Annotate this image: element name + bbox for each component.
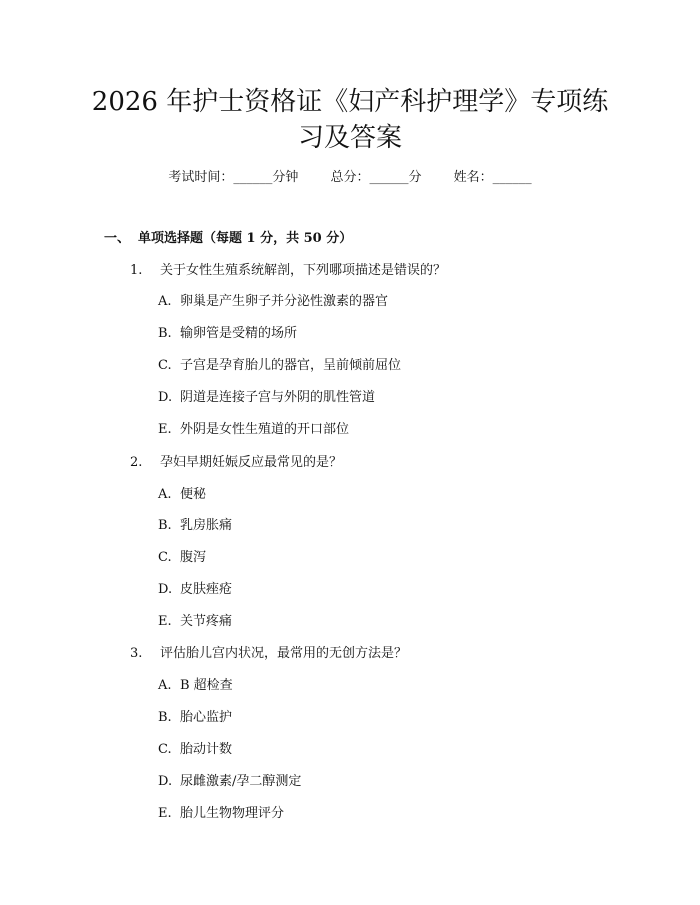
option-text: 胎儿生物物理评分 [180, 806, 285, 821]
question-2-option-e [158, 612, 232, 632]
option-text: 皮肤痤疮 [180, 582, 233, 597]
option-text: 卵巢是产生卵子并分泌性激素的器官 [180, 294, 389, 309]
option-letter: B. [158, 710, 172, 725]
section-title: 单项选择题（每题 1 分，共 50 分） [138, 231, 353, 246]
question-1-option-b [158, 324, 297, 344]
option-text: 尿雌激素/孕二醇测定 [180, 774, 302, 789]
option-text: 乳房胀痛 [180, 518, 233, 533]
option-letter: A. [158, 678, 172, 693]
question-1-option-a [158, 292, 388, 312]
option-letter: B. [158, 518, 172, 533]
exam-time-field: 考试时间：______分钟 [168, 170, 299, 185]
question-1-option-d [158, 388, 375, 408]
question-number: 1. [130, 263, 143, 278]
option-letter: C. [158, 358, 172, 373]
question-2-option-c [158, 548, 206, 568]
document-title-line-2: 习及答案 [297, 123, 402, 153]
option-text: 输卵管是受精的场所 [180, 326, 298, 341]
question-3-option-c [158, 740, 232, 760]
question-3 [130, 644, 407, 664]
option-letter: E. [158, 614, 172, 629]
option-text: 关节疼痛 [180, 614, 233, 629]
name-field: 姓名：______ [453, 170, 532, 185]
option-letter: E. [158, 422, 172, 437]
option-text: 胎动计数 [180, 742, 233, 757]
option-letter: C. [158, 550, 172, 565]
option-letter: D. [158, 390, 173, 405]
option-letter: C. [158, 742, 172, 757]
option-text: 便秘 [180, 487, 207, 502]
question-text: 评估胎儿宫内状况，最常用的无创方法是？ [160, 646, 408, 661]
document-title-line-1: 2026 年护士资格证《妇产科护理学》专项练 [91, 87, 609, 117]
question-3-option-e [158, 804, 284, 824]
total-score-field: 总分：______分 [330, 170, 422, 185]
question-2 [130, 453, 342, 473]
option-letter: D. [158, 774, 173, 789]
option-text: B 超检查 [180, 678, 233, 693]
option-text: 胎心监护 [180, 710, 233, 725]
option-text: 腹泻 [180, 550, 207, 565]
question-text: 孕妇早期妊娠反应最常见的是？ [160, 455, 343, 470]
option-letter: A. [158, 487, 172, 502]
question-2-option-a [158, 485, 206, 505]
option-letter: E. [158, 806, 172, 821]
question-1-option-e [158, 420, 349, 440]
section-header [104, 229, 352, 249]
question-3-option-a [158, 676, 233, 696]
question-3-option-d [158, 772, 301, 792]
question-1-option-c [158, 356, 401, 376]
option-letter: A. [158, 294, 172, 309]
section-number: 一、 [104, 231, 131, 246]
option-letter: D. [158, 582, 173, 597]
option-letter: B. [158, 326, 172, 341]
option-text: 子宫是孕育胎儿的器官，呈前倾前屈位 [180, 358, 402, 373]
question-text: 关于女性生殖系统解剖，下列哪项描述是错误的？ [160, 263, 447, 278]
exam-info [0, 168, 700, 188]
question-number: 2. [130, 455, 143, 470]
question-2-option-b [158, 516, 232, 536]
question-number: 3. [130, 646, 143, 661]
question-1 [130, 261, 446, 281]
option-text: 外阴是女性生殖道的开口部位 [180, 422, 350, 437]
question-2-option-d [158, 580, 232, 600]
question-3-option-b [158, 708, 232, 728]
option-text: 阴道是连接子宫与外阴的肌性管道 [180, 390, 376, 405]
